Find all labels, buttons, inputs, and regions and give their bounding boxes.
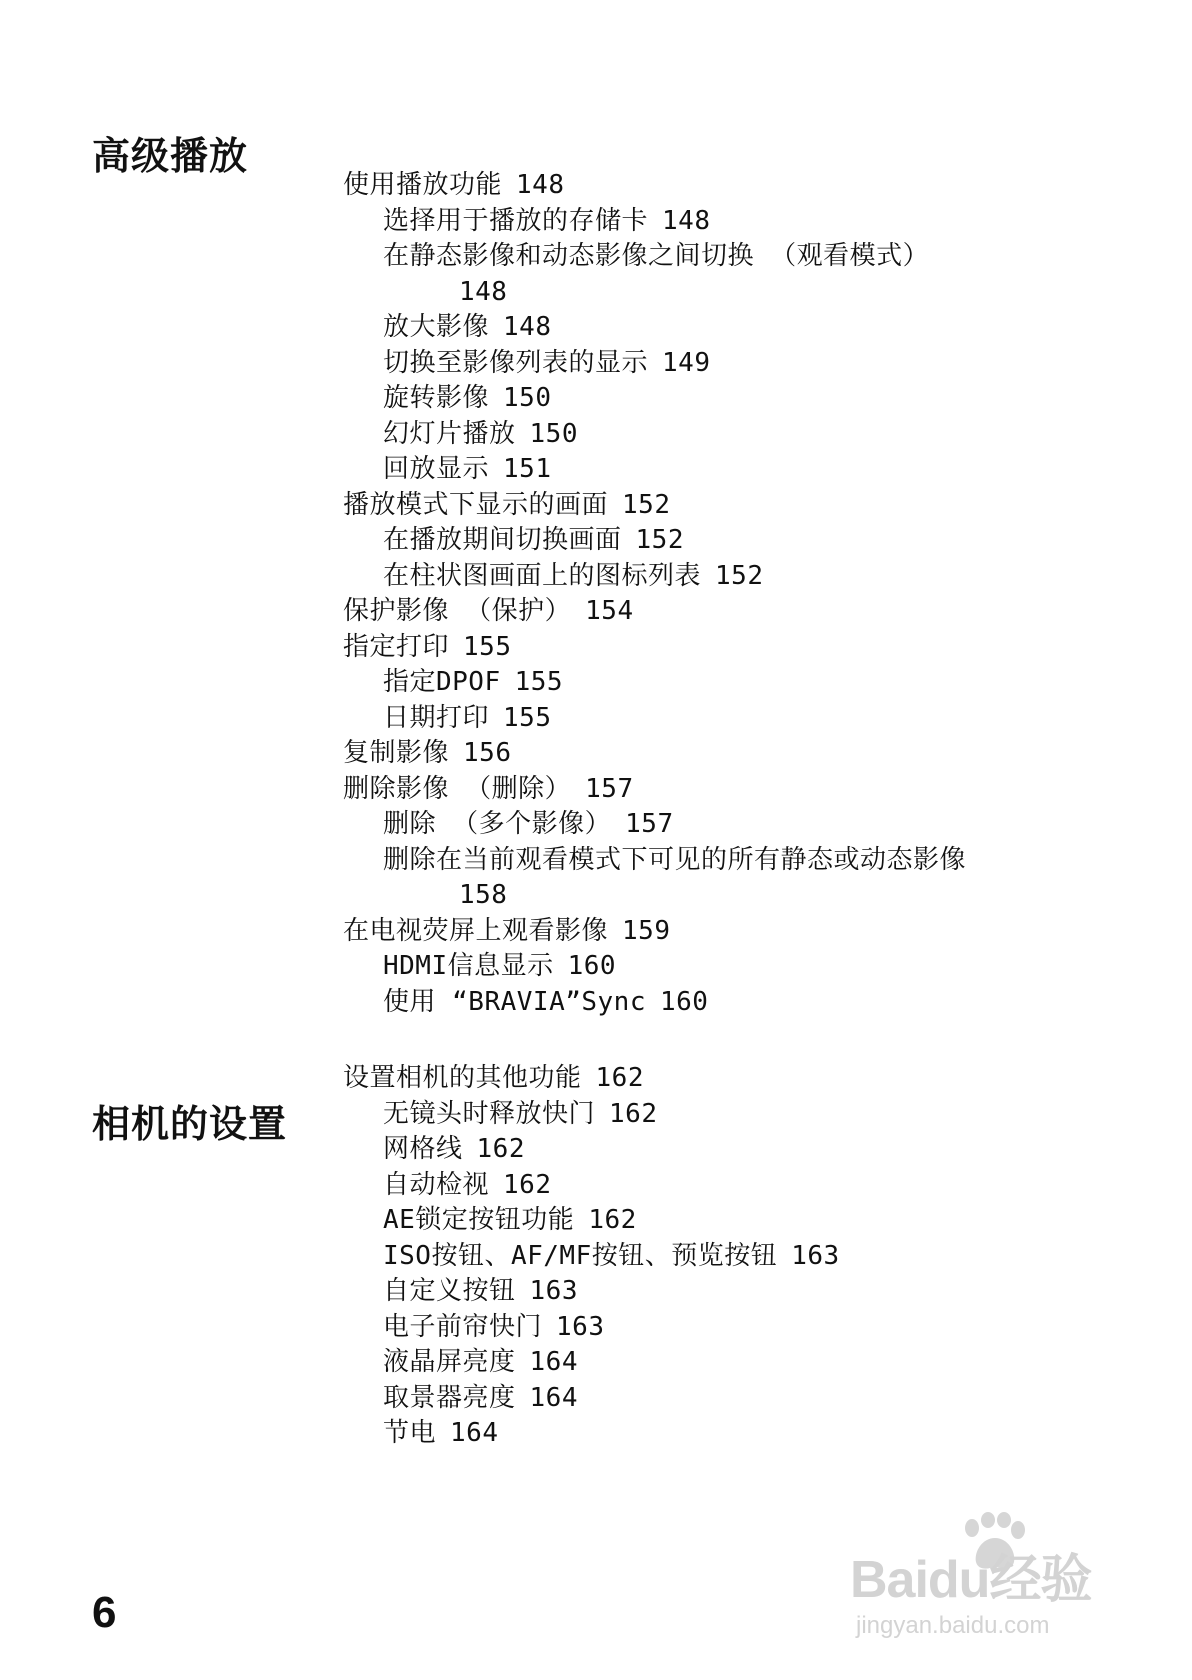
toc-entry-label: 使用播放功能	[343, 170, 503, 200]
toc-entry-page: 164	[450, 1418, 499, 1448]
toc-entry-label: 取景器亮度	[383, 1383, 516, 1413]
toc-entry-page: 162	[476, 1134, 525, 1164]
toc-entry-label: 网格线	[383, 1134, 463, 1164]
toc-entry-page: 163	[529, 1276, 578, 1306]
toc-entry-label: 幻灯片播放	[383, 419, 516, 449]
toc-entry-page: 148	[516, 170, 565, 200]
toc-entry-label: 在播放期间切换画面	[383, 525, 622, 555]
toc-entry-label: 在静态影像和动态影像之间切换 （观看模式）	[383, 241, 930, 271]
toc-entry-label: 日期打印	[383, 703, 490, 733]
toc-entry-page: 152	[635, 525, 684, 555]
toc-entry-page: 157	[585, 774, 634, 804]
toc-entry-page: 152	[622, 490, 671, 520]
toc-entry-label: HDMI信息显示	[383, 951, 554, 981]
watermark-url: jingyan.baidu.com	[856, 1612, 1050, 1639]
toc-entry-page: 164	[529, 1347, 578, 1377]
toc-entry-page: 150	[503, 383, 552, 413]
toc-entry-label: 电子前帘快门	[383, 1312, 543, 1342]
toc-entry-page: 162	[588, 1205, 637, 1235]
toc-entry-label: 节电	[383, 1418, 437, 1448]
toc-entry-label: 复制影像	[343, 738, 450, 768]
toc-entry-label: ISO按钮、AF/MF按钮、预览按钮	[383, 1241, 778, 1271]
toc-entry-page: 164	[529, 1383, 578, 1413]
toc-entry-label: 自定义按钮	[383, 1276, 516, 1306]
toc-entry-label: 自动检视	[383, 1170, 490, 1200]
toc-entry-page: 155	[503, 703, 552, 733]
watermark-brand: Baidu经验	[850, 1551, 1092, 1609]
toc-entry-page: 159	[622, 916, 671, 946]
toc-entry-page: 148	[459, 277, 508, 307]
section-heading-advanced-playback: 高级播放	[92, 134, 249, 178]
toc-entry-page: 162	[595, 1063, 644, 1093]
toc-entry-label: 删除 （多个影像）	[383, 809, 612, 839]
toc-entry-page: 148	[503, 312, 552, 342]
toc-entry-label: 在电视荧屏上观看影像	[343, 916, 609, 946]
watermark	[850, 1512, 1150, 1642]
toc-entry-label: 液晶屏亮度	[383, 1347, 516, 1377]
toc-entry-page: 163	[556, 1312, 605, 1342]
toc-entry-page: 156	[463, 738, 512, 768]
page-number: 6	[92, 1588, 117, 1637]
toc-entry-label: 无镜头时释放快门	[383, 1099, 596, 1129]
toc-entry-page: 157	[625, 809, 674, 839]
toc-entry-page: 158	[459, 880, 508, 910]
toc-entry-label: 删除影像 （删除）	[343, 774, 572, 804]
toc-entry-label: 设置相机的其他功能	[343, 1063, 582, 1093]
toc-entry-label: 选择用于播放的存储卡	[383, 206, 649, 236]
toc-entry-label: 删除在当前观看模式下可见的所有静态或动态影像	[383, 845, 967, 875]
toc-entry-page: 154	[585, 596, 634, 626]
toc-entry-label: 回放显示	[383, 454, 490, 484]
toc-entry-label: 旋转影像	[383, 383, 490, 413]
toc-entry-label: 指定DPOF	[383, 667, 501, 697]
toc-entry-label: 使用 “BRAVIA”Sync	[383, 987, 646, 1017]
toc-entry-label: 播放模式下显示的画面	[343, 490, 609, 520]
toc-entry-page: 150	[529, 419, 578, 449]
toc-entry-page: 151	[503, 454, 552, 484]
toc-entry-label: 在柱状图画面上的图标列表	[383, 561, 702, 591]
toc-entry-page: 149	[662, 348, 711, 378]
toc-entry-label: 指定打印	[343, 632, 450, 662]
toc-entry-label: 保护影像 （保护）	[343, 596, 572, 626]
toc-entry-label: 切换至影像列表的显示	[383, 348, 649, 378]
toc-entry-page: 163	[791, 1241, 840, 1271]
toc-entry-label: AE锁定按钮功能	[383, 1205, 575, 1235]
toc-entry-page: 160	[660, 987, 709, 1017]
toc-entry-label: 放大影像	[383, 312, 490, 342]
toc-entry-page: 148	[662, 206, 711, 236]
toc-entry-page: 152	[715, 561, 764, 591]
toc-entry-page: 162	[503, 1170, 552, 1200]
section-heading-camera-settings: 相机的设置	[92, 1102, 288, 1146]
toc-entry-page: 155	[514, 667, 564, 697]
toc-entry-page: 162	[609, 1099, 658, 1129]
toc-entry-page: 160	[567, 951, 617, 981]
toc-entry-page: 155	[463, 632, 512, 662]
